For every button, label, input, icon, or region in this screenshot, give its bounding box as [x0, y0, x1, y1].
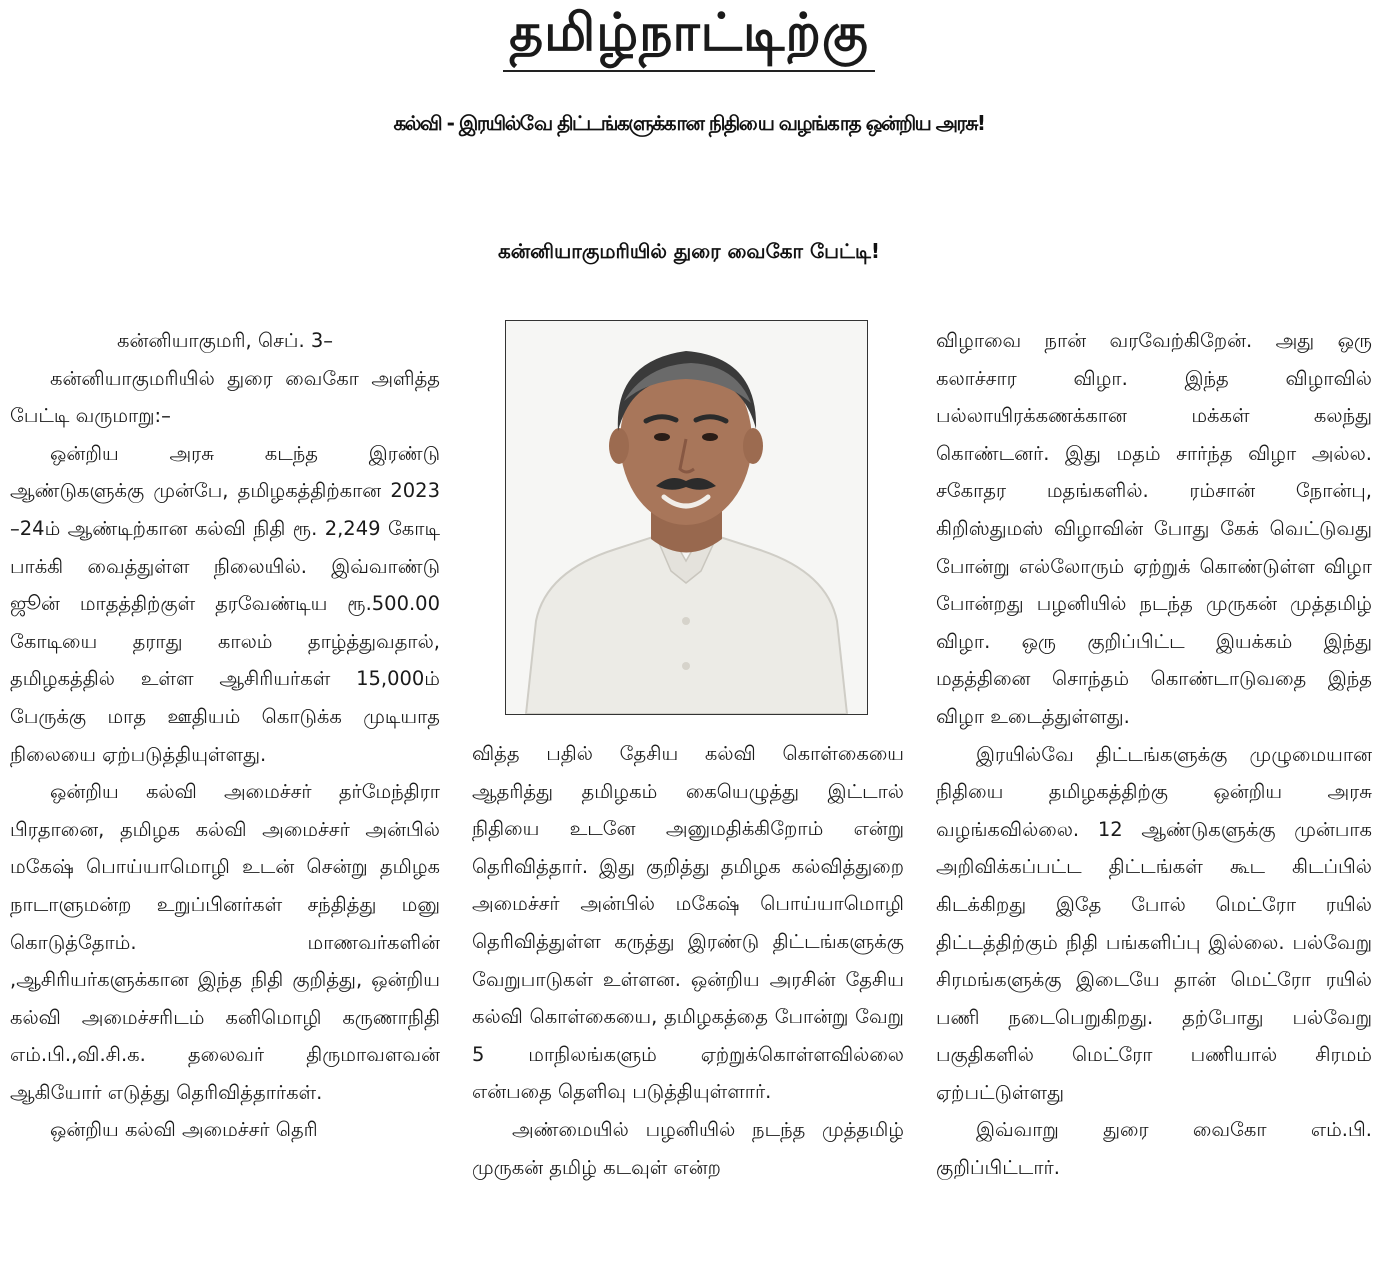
paragraph: இவ்வாறு துரை வைகோ எம்.பி. குறிப்பிட்டார்.: [936, 1118, 1372, 1180]
column-2: [472, 735, 904, 1186]
dateline: கன்னியாகுமரி, செப். 3–: [117, 329, 333, 352]
paragraph: விழாவை நான் வரவேற்கிறேன். அது ஒரு கலாச்சார விழா. இந்த விழாவில் பல்லாயிரக்கணக்கான மக்கள் கலந்து கொண்டனர். இது மதம் சார்ந்த விழா அல்ல. சகோதர மதங்களில். ரம்சான் நோன்பு, கிறிஸ்துமஸ் விழாவின் போது கேக் வெட்டுவது போன்று எல்லோரும் ஏற்றுக் கொண்டுள்ள விழா போன்றது பழனியில் நடந்த முருகன் முத்தமிழ் விழா. ஒரு குறிப்பிட்ட இயக்கம் இந்து மதத்தினை சொந்தம் கொண்டாடுவதை இந்த விழா உடைத்துள்ளது.: [936, 329, 1372, 728]
paragraph: ஒன்றிய கல்வி அமைச்சர் தெரி: [50, 1118, 318, 1142]
column-3: [936, 322, 1372, 1187]
portrait-photo: [505, 320, 868, 715]
person-icon: [506, 321, 867, 714]
subheadline: கன்னியாகுமரியில் துரை வைகோ பேட்டி!: [497, 239, 881, 263]
paragraph: ஒன்றிய கல்வி அமைச்சர் தர்மேந்திரா பிரதானை, தமிழக கல்வி அமைச்சர் அன்பில் மகேஷ் பொய்யாமொழி உடன் சென்று தமிழக நாடாளுமன்ற உறுப்பினர்கள் சந்தித்து மனு கொடுத்தோம். மாணவர்களின் ,ஆசிரியர்களுக்கான இந்த நிதி குறித்து, ஒன்றிய கல்வி அமைச்சரிடம் கனிமொழி கருணாநிதி எம்.பி.,வி.சி.க. தலைவர் திருமாவளவன் ஆகியோர் எடுத்து தெரிவித்தார்கள்.: [10, 780, 440, 1104]
column-1: [10, 322, 440, 1149]
kicker: தமிழ்நாட்டிற்கு: [503, 4, 875, 72]
paragraph: அண்மையில் பழனியில் நடந்த முத்தமிழ் முருகன் தமிழ் கடவுள் என்ற: [472, 1117, 904, 1179]
headline: கல்வி - இரயில்வே திட்டங்களுக்கான நிதியை வழங்காத ஒன்றிய அரசு!: [393, 111, 985, 135]
paragraph: வித்த பதில் தேசிய கல்வி கொள்கையை ஆதரித்து தமிழகம் கையெழுத்து இட்டால் நிதியை உடனே அனுமதிக்கிறோம் என்று தெரிவித்தார். இது குறித்து தமிழக கல்வித்துறை அமைச்சர் அன்பில் மகேஷ் பொய்யாமொழி தெரிவித்துள்ள கருத்து இரண்டு திட்டங்களுக்கு வேறுபாடுகள் உள்ளன. ஒன்றிய அரசின் தேசிய கல்வி கொள்கையை, தமிழகத்தை போன்று வேறு 5 மாநிலங்களும் ஏற்றுக்கொள்ளவில்லை என்பதை தெளிவு படுத்தியுள்ளார்.: [472, 742, 904, 1104]
kicker-wrap: [0, 4, 1378, 72]
paragraph: கன்னியாகுமரியில் துரை வைகோ அளித்த பேட்டி வருமாறு:–: [10, 366, 440, 428]
paragraph: இரயில்வே திட்டங்களுக்கு முழுமையான நிதியை தமிழகத்திற்கு ஒன்றிய அரசு வழங்கவில்லை. 12 ஆண்டுகளுக்கு முன்பாக அறிவிக்கப்பட்ட திட்டங்கள் கூட கிடப்பில் கிடக்கிறது இதே போல் மெட்ரோ ரயில் திட்டத்திற்கும் நிதி பங்களிப்பு இல்லை. பல்வேறு சிரமங்களுக்கு இடையே தான் மெட்ரோ ரயில் பணி நடைபெறுகிறது. தற்போது பல்வேறு பகுதிகளில் மெட்ரோ பணியால் சிரமம் ஏற்பட்டுள்ளது: [936, 742, 1372, 1104]
paragraph: ஒன்றிய அரசு கடந்த இரண்டு ஆண்டுகளுக்கு முன்பே, தமிழகத்திற்கான 2023 –24ம் ஆண்டிற்கான கல்வி நிதி ரூ. 2,249 கோடி பாக்கி வைத்துள்ள நிலையில். இவ்வாண்டு ஜூன் மாதத்திற்குள் தரவேண்டிய ரூ.500.00 கோடியை தராது காலம் தாழ்த்துவதால், தமிழகத்தில் உள்ள ஆசிரியர்கள் 15,000ம் பேருக்கு மாத ஊதியம் கொடுக்க முடியாத நிலையை ஏற்படுத்தியுள்ளது.: [10, 441, 440, 766]
